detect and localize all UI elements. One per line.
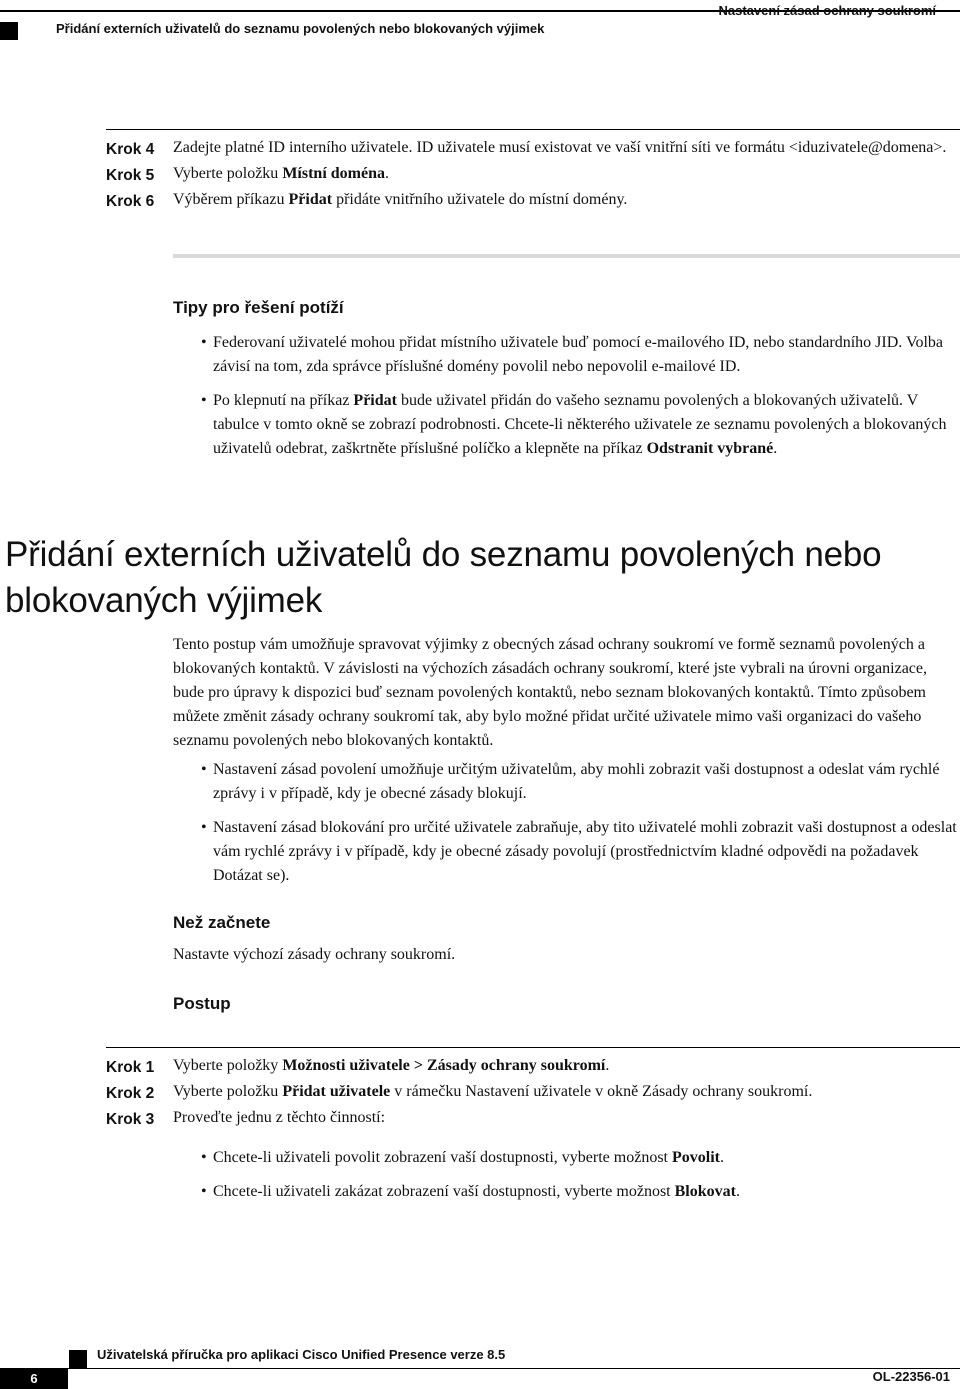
step-label: Krok 2 xyxy=(106,1085,155,1102)
footer-marker xyxy=(69,1350,87,1368)
step-label: Krok 3 xyxy=(106,1111,155,1128)
running-header-right: Nastavení zásad ochrany soukromí xyxy=(718,3,936,18)
policy-item: • Nastavení zásad povolení umožňuje určitým uživatelům, aby mohli zobrazit vaši dostupnost a odeslat vám rychlé zprávy i v případě, kdy je obecné zásady blokují. xyxy=(201,758,959,806)
step-3 xyxy=(106,1106,956,1132)
tip-item: • Po klepnutí na příkaz Přidat bude uživatel přidán do vašeho seznamu povolených a blokovaných uživatelů. V tabulce v tomto okně se zobrazí podrobnosti. Chcete-li některého uživatele ze seznamu povolených a blokovaných uživatelů odebrat, zaškrtněte příslušné políčko a klepněte na příkaz Odstranit vybrané. xyxy=(201,389,959,461)
step-label: Krok 6 xyxy=(106,193,155,210)
step-label: Krok 5 xyxy=(106,167,155,184)
step-label: Krok 4 xyxy=(106,141,155,158)
before-you-begin-text: Nastavte výchozí zásady ochrany soukromí. xyxy=(173,946,456,963)
step-text: Vyberte položku Přidat uživatele v rámečku Nastavení uživatele v okně Zásady ochrany soukromí. xyxy=(173,1083,813,1100)
footer-title: Uživatelská příručka pro aplikaci Cisco Unified Presence verze 8.5 xyxy=(97,1347,506,1362)
option-item: • Chcete-li uživateli povolit zobrazení vaší dostupnosti, vyberte možnost Povolit. xyxy=(201,1146,959,1170)
step-text: Vyberte položku Místní doména. xyxy=(173,165,389,182)
options-list xyxy=(201,1146,959,1214)
steps-top-rule xyxy=(106,129,960,130)
policy-list xyxy=(201,758,959,898)
step-2 xyxy=(106,1080,956,1106)
option-item: • Chcete-li uživateli zakázat zobrazení vaší dostupnosti, vyberte možnost Blokovat. xyxy=(201,1180,959,1204)
header-marker xyxy=(0,22,18,40)
steps-bottom-rule xyxy=(106,1047,960,1048)
tips-divider xyxy=(173,254,960,258)
step-1 xyxy=(106,1054,956,1080)
procedure-title: Postup xyxy=(173,994,231,1013)
page-number: 6 xyxy=(0,1368,68,1389)
step-text: Proveďte jednu z těchto činností: xyxy=(173,1109,386,1126)
steps-top xyxy=(106,136,956,214)
step-6 xyxy=(106,188,956,214)
running-header-left: Přidání externích uživatelů do seznamu povolených nebo blokovaných výjimek xyxy=(56,21,545,36)
tips-title: Tipy pro řešení potíží xyxy=(173,298,344,317)
intro-paragraph: Tento postup vám umožňuje spravovat výjimky z obecných zásad ochrany soukromí ve formě seznamů povolených a blokovaných kontaktů. V závislosti na výchozích zásadách ochrany soukromí, které jste vybrali na úrovni organizace, bude pro úpravy k dispozici buď seznam povolených kontaktů, nebo seznam blokovaných kontaktů. Tímto způsobem můžete změnit zásady ochrany soukromí tak, aby bylo možné přidat určité uživatele mimo vaši organizaci do vašeho seznamu povolených nebo blokovaných kontaktů. xyxy=(173,636,927,749)
policy-item: • Nastavení zásad blokování pro určité uživatele zabraňuje, aby tito uživatelé mohli zobrazit vaši dostupnost a odeslat vám rychlé zprávy i v případě, kdy je obecné zásady povolují (prostřednictvím kladné odpovědi na požadavek Dotázat se). xyxy=(201,816,959,888)
step-5 xyxy=(106,162,956,188)
section-title: Přidání externích uživatelů do seznamu povolených nebo blokovaných výjimek xyxy=(5,535,882,620)
steps-bottom xyxy=(106,1054,956,1132)
step-label: Krok 1 xyxy=(106,1059,155,1076)
tip-item: • Federovaní uživatelé mohou přidat místního uživatele buď pomocí e-mailového ID, nebo standardního JID. Volba závisí na tom, zda správce příslušné domény povolil nebo nepovolil e-mailové ID. xyxy=(201,331,959,379)
step-4 xyxy=(106,136,956,162)
before-you-begin-title: Než začnete xyxy=(173,913,271,932)
footer-rule xyxy=(0,1368,960,1369)
step-text: Vyberte položky Možnosti uživatele > Zásady ochrany soukromí. xyxy=(173,1057,610,1074)
tips-list xyxy=(201,331,959,471)
step-text: Zadejte platné ID interního uživatele. ID uživatele musí existovat ve vaší vnitřní síti ve formátu <iduzivatele@domena>. xyxy=(173,139,947,156)
step-text: Výběrem příkazu Přidat přidáte vnitřního uživatele do místní domény. xyxy=(173,191,628,208)
document-number: OL-22356-01 xyxy=(872,1369,950,1384)
